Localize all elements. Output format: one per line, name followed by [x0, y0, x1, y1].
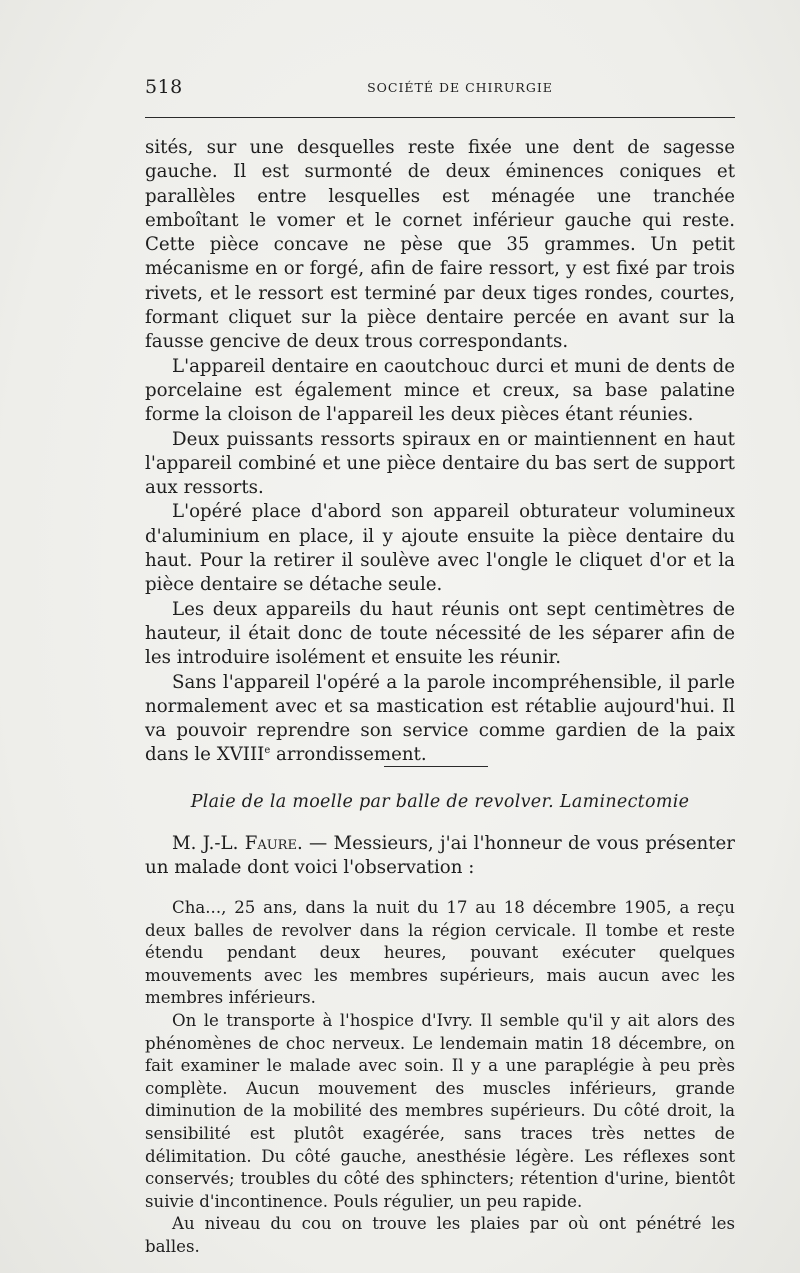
case-paragraph-wounds: Au niveau du cou on trouve les plaies par où ont pénétré les balles.	[145, 1214, 735, 1256]
ordinal-superscript: e	[264, 745, 271, 757]
paragraph-dental-apparatus: L'appareil dentaire en caoutchouc durci et muni de dents de porcelaine est également mince et creux, sa base palatine forme la cloison de l'appareil les deux pièces étant réunies.	[145, 355, 735, 426]
paragraph-speech	[145, 671, 735, 768]
paragraph-continuation: sités, sur une desquelles reste fixée une dent de sagesse gauche. Il est surmonté de deux éminences coniques et parallèles entre lesquelles est ménagée une tranchée emboîtant le vomer et le cornet inférieur gauche qui reste. Cette pièce concave ne pèse que 35 grammes. Un petit mécanisme en or forgé, afin de faire ressort, y est fixé par trois rivets, et le ressort est terminé par deux tiges rondes, courtes, formant cliquet sur la pièce dentaire percée en avant sur la fausse gencive de deux trous correspondants.	[145, 137, 735, 353]
speaker-speech: . — Messieurs, j'ai l'honneur de vous présenter un malade dont voici l'observation :	[145, 833, 735, 879]
case-paragraph-examination: On le transporte à l'hospice d'Ivry. Il semble qu'il y ait alors des phénomènes de choc nerveux. Le lendemain matin 18 décembre, on fait examiner le malade avec soin. Il y a une paraplégie à peu près complète. Aucun mouvement des muscles inférieurs, grande diminution de la mobilité des membres supérieurs. Du côté droit, la sensibilité est plutôt exagérée, sans traces très nettes de délimitation. Du côté gauche, anesthésie légère. Les réflexes sont conservés; troubles du côté des sphincters; rétention d'urine, bientôt suivie d'incontinence. Pouls régulier, un peu rapide.	[145, 1010, 735, 1211]
paragraph-placement: L'opéré place d'abord son appareil obturateur volumineux d'aluminium en place, il y ajoute ensuite la pièce dentaire du haut. Pour la retirer il soulève avec l'ongle le cliquet d'or et la pièce dentaire se détache seule.	[145, 501, 735, 596]
case-paragraph-injury: Cha..., 25 ans, dans la nuit du 17 au 18 décembre 1905, a reçu deux balles de revolver dans la région cervicale. Il tombe et reste étendu pendant deux heures, pouvant exécuter quelques mouvements avec les membres supérieurs, mais aucun avec les membres inférieurs.	[145, 898, 735, 1008]
speaker-name: Faure	[244, 833, 297, 854]
body-text	[145, 136, 735, 768]
section-intro	[145, 832, 735, 881]
case-observation	[145, 897, 735, 1259]
page-number: 518	[145, 76, 183, 98]
arrondissement-text: arrondissement.	[270, 744, 427, 766]
section-separator	[384, 766, 488, 767]
paragraph-speech-text: Sans l'appareil l'opéré a la parole incompréhensible, il parle normalement avec et sa mastication est rétablie aujourd'hui. Il va pouvoir reprendre son service comme gardien de la paix dans le	[145, 671, 735, 766]
paragraph-height: Les deux appareils du haut réunis ont sept centimètres de hauteur, il était donc de toute nécessité de les séparer afin de les introduire isolément et ensuite les réunir.	[145, 598, 735, 669]
running-title: SOCIÉTÉ DE CHIRURGIE	[367, 80, 553, 95]
page-header	[145, 76, 735, 100]
speaker-paragraph	[145, 832, 735, 881]
header-rule	[145, 117, 735, 118]
section-title: Plaie de la moelle par balle de revolver. Laminectomie	[190, 792, 690, 812]
paragraph-springs: Deux puissants ressorts spiraux en or maintiennent en haut l'appareil combiné et une pièce dentaire du bas sert de support aux ressorts.	[145, 428, 735, 499]
roman-numeral: XVIII	[216, 744, 265, 766]
speaker-initials: M. J.-L.	[172, 833, 245, 854]
